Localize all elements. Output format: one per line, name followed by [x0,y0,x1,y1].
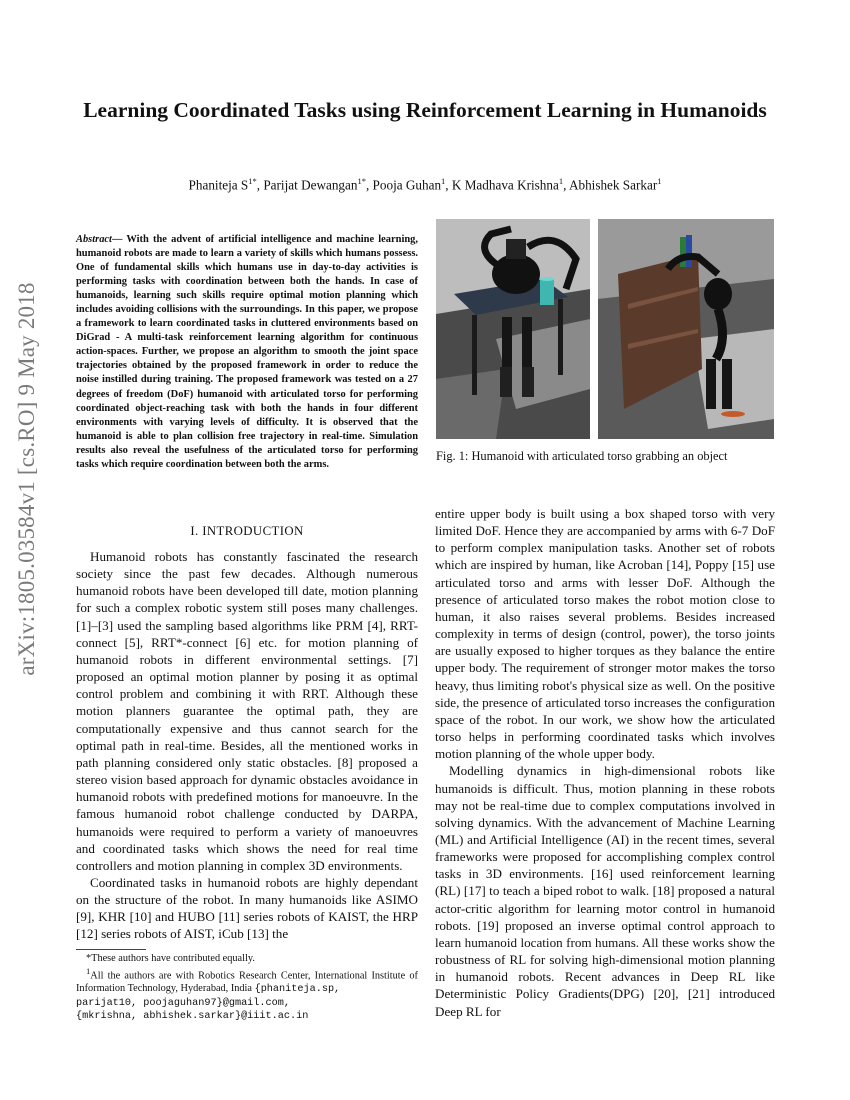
figure-panel-shelf-scene [598,219,774,439]
figure-caption: Fig. 1: Humanoid with articulated torso grabbing an object [436,449,728,463]
body-paragraph: Modelling dynamics in high-dimensional robots like humanoids is difficult. Thus, motion planning in these robots may not be real-time due to complex computations involved in solving dynamics. With the advancement of Machine Learning (ML) and Artificial Intelligence (AI) in the recent times, several frameworks were proposed for accomplishing complex control tasks in 3D environments. [16] used reinforcement learning (RL) [17] to teach a biped robot to walk. [18] proposed a natural actor-critic algorithm for learning motor control in humanoid robots. [19] proposed an inverse optimal control approach to learn humanoid location from humans. All these works show the robustness of RL for solving high-dimensional motion planning in humanoid robots. Recent advances in Deep RL like Deterministic Policy Gradients(DPG) [20], [21] introduced Deep RL for [435,763,775,1019]
left-column-body [76,548,418,943]
arxiv-identifier-stamp: arXiv:1805.03584v1 [cs.RO] 9 May 2018 [14,282,39,676]
footnote-affiliation: $^1$All the authors are with Robotics Research Center, International Institute of Information Technology, Hyderabad, India {phaniteja.sp, parijat10, poojaguhan97}@gmail.com, {mkrishna, abhishek.sarkar}@iiit.ac.in [76,966,418,1023]
email-address[interactable]: parijat10, poojaguhan97}@gmail.com, [76,997,290,1009]
figure-1 [436,219,774,439]
footnote-mark: 1 [86,966,91,977]
abstract [76,233,418,472]
author-name: Pooja Guhan [372,177,442,193]
author-affiliation-mark: 1 [657,176,662,186]
paper-title: Learning Coordinated Tasks using Reinforcement Learning in Humanoids [83,98,767,122]
author-affiliation-mark: 1 [441,176,446,186]
section-heading-introduction: I. INTRODUCTION [190,524,304,538]
figure-panel-table-scene [436,219,590,439]
footnote-equal-contribution: *These authors have contributed equally. [86,953,255,964]
author-affiliation-mark: 1* [357,176,366,186]
abstract-text: — With the advent of artificial intelligence and machine learning, humanoid robots are made to learn a variety of skills which humans possess. One of fundamental skills which humans use in day-to-day activities is performing tasks with coordination between both the hands. In case of humanoids, learning such skills require optimal motion planning which includes avoiding collisions with the surroundings. In this paper, we propose a framework to learn coordinated tasks in cluttered environments based on DiGrad - A multi-task reinforcement learning algorithm for continuous action-spaces. Further, we propose an algorithm to smooth the joint space trajectories obtained by the proposed framework in order to reduce the noise instilled during training. The proposed framework was tested on a 27 degrees of freedom (DoF) humanoid with articulated torso for performing coordinated object-reaching task with both the hands in four different environments with varying levels of difficulty. It is observed that the humanoid is able to plan collision free trajectory in real-time. Simulation results also reveal the usefulness of the articulated torso for performing tasks which require coordination between both the arms. [76,234,418,470]
abstract-label: Abstract [76,234,112,245]
footnote-rule [76,949,146,950]
body-paragraph: Coordinated tasks in humanoid robots are highly dependant on the structure of the robot. In many humanoids like ASIMO [9], KHR [10] and HUBO [11] series robots of KAIST, the HRP [12] series robots of AIST, iCub [13] the [76,874,418,942]
email-address[interactable]: {phaniteja.sp, [254,984,341,996]
body-paragraph: entire upper body is built using a box shaped torso with very limited DoF. Hence they are accompanied by arms with 6-7 DoF to perform complex manipulation tasks. Another set of robots which are inspired by human, like Acroban [14], Poppy [15] use articulated torso and arms with lesser DoF. Although the presence of articulated torso makes the robot motion close to human, it also raises several problems. Besides increased complexity in terms of design (control, power), the torso joints are usually exposed to higher torques as they balance the entire upper body. The requirement of stronger motor makes the torso heavy, thus limiting robot's physical size as well. On the positive side, the presence of articulated torso increases the configuration space of the robot. In our work, we show how the articulated torso helps in performing coordinated tasks which involves motion planning of the whole upper body. [435,506,775,762]
email-address[interactable]: {mkrishna, abhishek.sarkar}@iiit.ac.in [76,1011,309,1023]
author-list: Phaniteja $S^{1*}$, Parijat Dewangan$^{1*}$, Pooja Guhan$^1$, K Madhava Krishna$^1$, Abhishek Sarkar$^1$ [188,176,662,193]
author-name: K Madhava Krishna [451,177,559,193]
body-paragraph: Humanoid robots has constantly fascinated the research society since the past few decades. Although numerous humanoid robots have been developed till date, motion planning for such a complex robotic system still poses many challenges. [1]–[3] used the sampling based algorithms like PRM [4], RRT-connect [5], RRT*-connect [6] etc. for motion planning of humanoid robots in different environmental settings. [7] proposed an optimal motion planner by posing it as optimal control problem and combining it with RRT. Although these motion planners guarantee the optimal path, they are computationally expensive and thus cannot search for the optimal path in real-time. Besides, all the mentioned works in path planning considered only static obstacles. [8] proposed a stereo vision based approach for dynamic obstacles avoidance in humanoid robots with predefined motions for manoeuvre. In the famous humanoid robot challenge conducted by DARPA, humanoids were required to perform a variety of manoeuvres and coordinated tasks which shows the need for real time controllers and motion planning in complex 3D environments. [76,549,418,873]
author-affiliation-mark: 1* [248,176,257,186]
author-name: Parijat Dewangan [263,177,358,193]
right-column-body [435,505,775,1020]
author-affiliation-mark: 1 [558,176,564,186]
author-name: Phaniteja S [188,177,249,193]
footnotes [76,953,418,1023]
author-name: Abhishek Sarkar [568,177,658,193]
